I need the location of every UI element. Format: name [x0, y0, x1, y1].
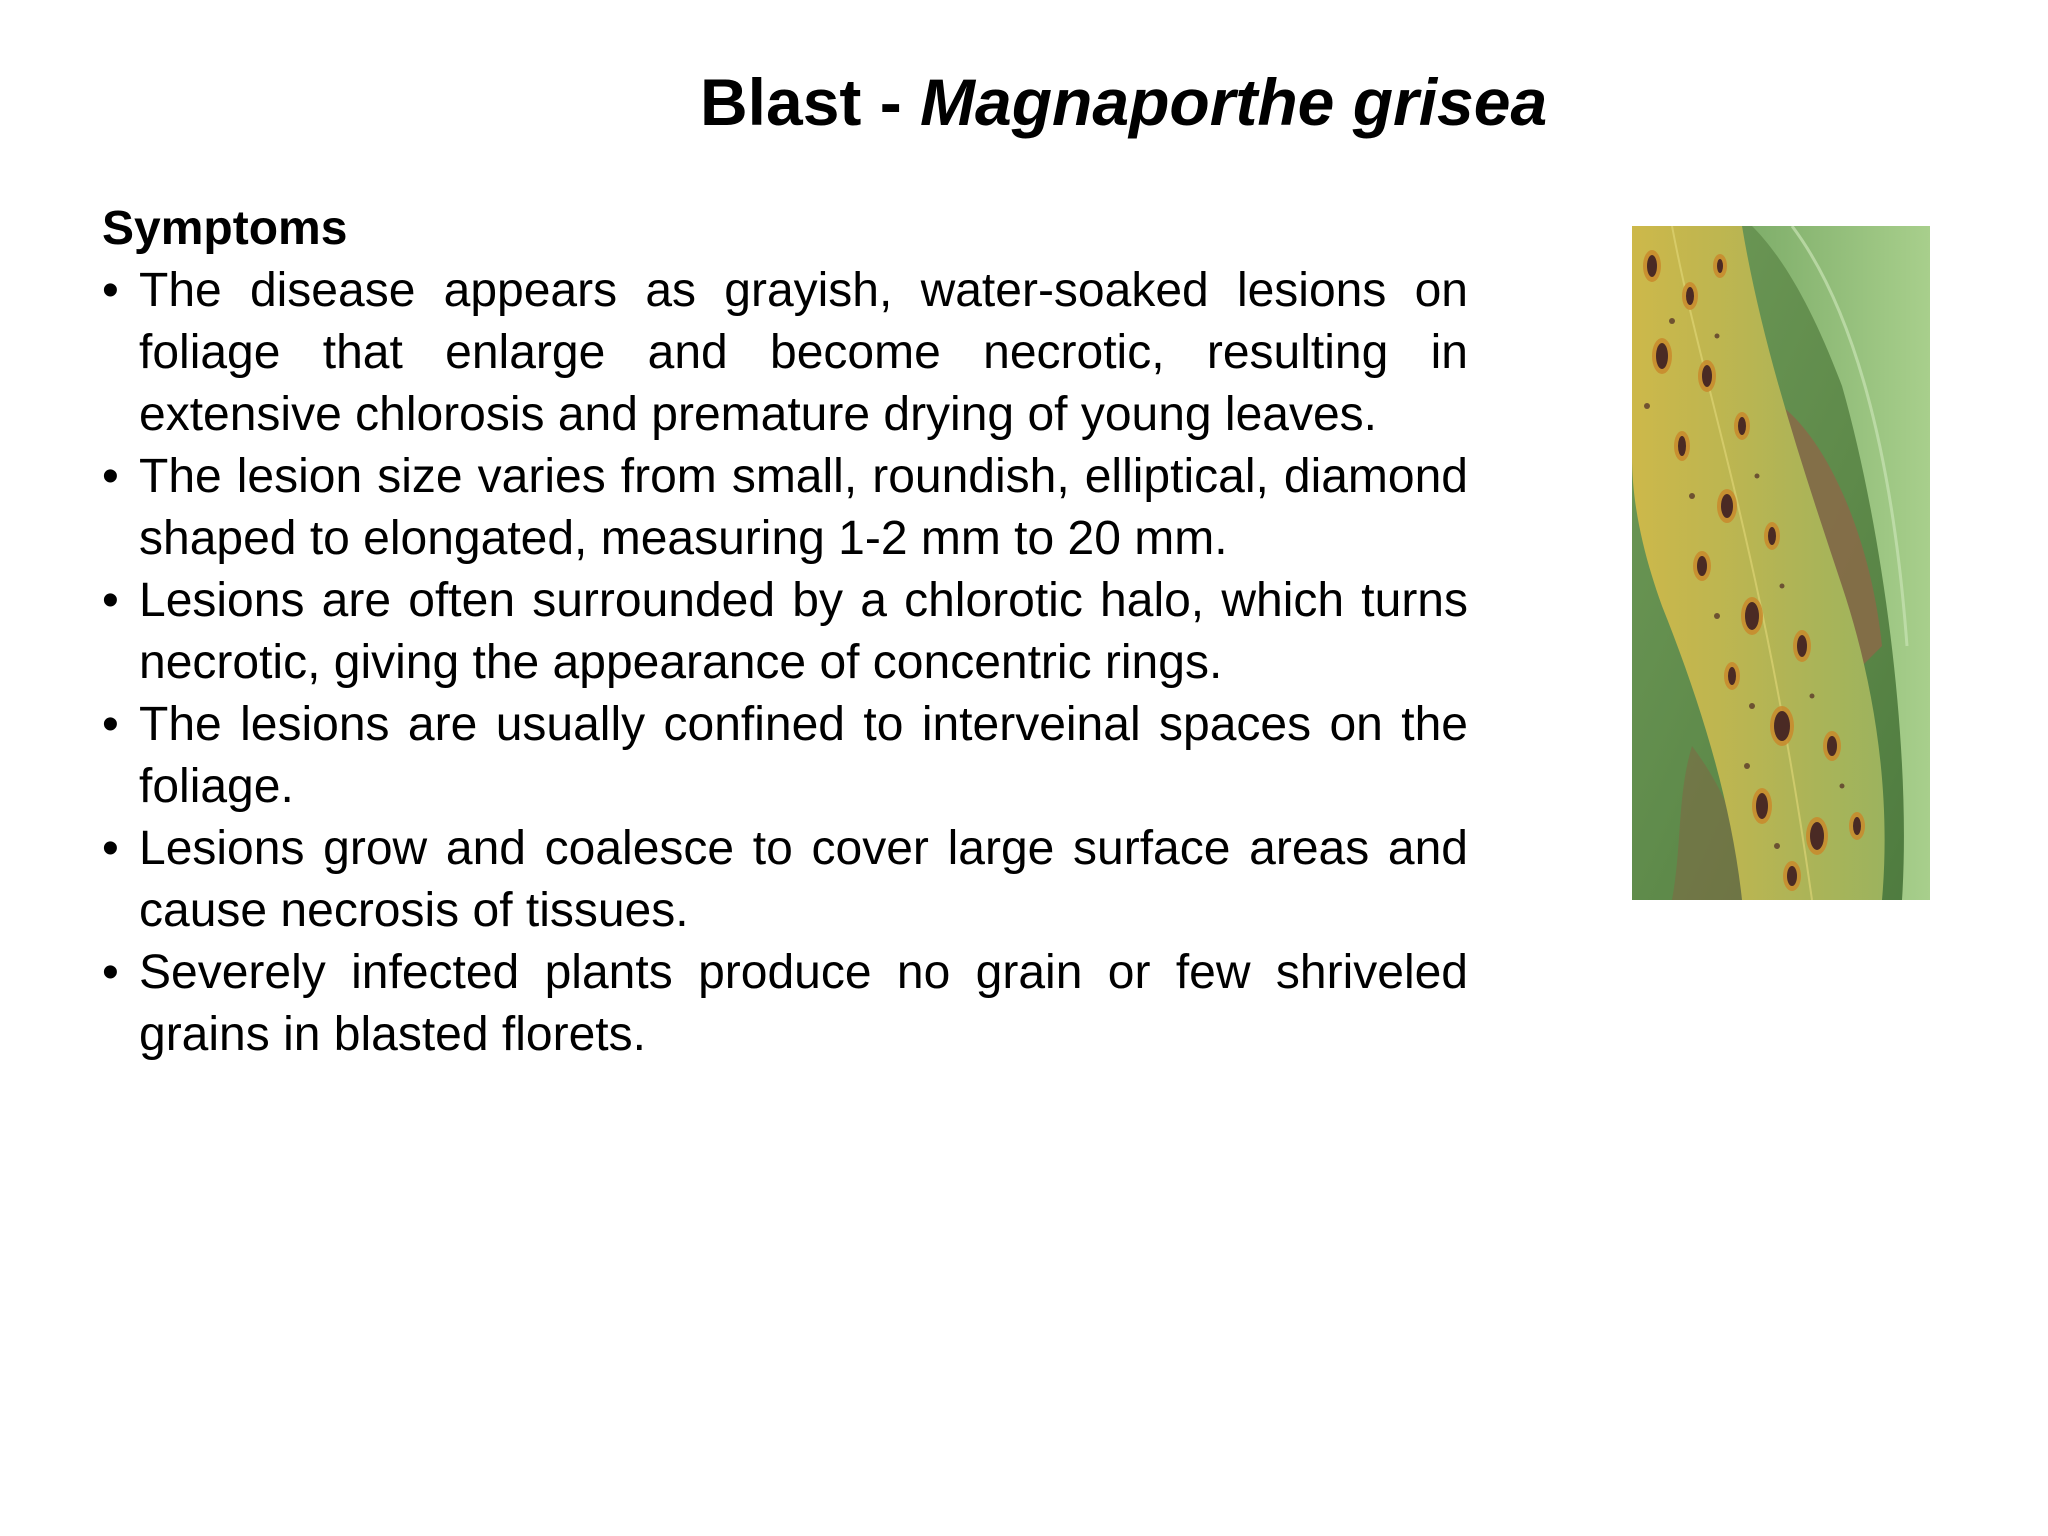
- title-prefix: Blast -: [700, 65, 921, 139]
- bullet-icon: •: [102, 946, 119, 999]
- symptoms-heading: Symptoms: [102, 202, 348, 255]
- bullet-text: The lesions are usually confined to interveinal spaces on the foliage.: [139, 698, 1468, 813]
- bullet-text: The lesion size varies from small, roundish, elliptical, diamond shaped to elongated, measuring 1-2 mm to 20 mm.: [139, 450, 1468, 565]
- list-item: [102, 694, 1468, 818]
- symptoms-section: [102, 198, 1468, 1066]
- bullet-icon: •: [102, 698, 119, 751]
- list-item: [102, 818, 1468, 942]
- bullet-icon: •: [102, 450, 119, 503]
- list-item: [102, 942, 1468, 1066]
- list-item: [102, 260, 1468, 446]
- infected-leaf-photo: [1632, 226, 1930, 900]
- bullet-text: The disease appears as grayish, water-soaked lesions on foliage that enlarge and become necrotic, resulting in extensive chlorosis and premature drying of young leaves.: [139, 264, 1468, 441]
- slide-title: [700, 62, 1700, 142]
- title-species: Magnaporthe grisea: [920, 65, 1548, 139]
- list-item: [102, 570, 1468, 694]
- symptoms-list: [102, 260, 1468, 1066]
- bullet-icon: •: [102, 574, 119, 627]
- bullet-icon: •: [102, 822, 119, 875]
- bullet-text: Lesions are often surrounded by a chlorotic halo, which turns necrotic, giving the appearance of concentric rings.: [139, 574, 1468, 689]
- list-item: [102, 446, 1468, 570]
- bullet-icon: •: [102, 264, 119, 317]
- bullet-text: Lesions grow and coalesce to cover large surface areas and cause necrosis of tissues.: [139, 822, 1468, 937]
- bullet-text: Severely infected plants produce no grain or few shriveled grains in blasted florets.: [139, 946, 1468, 1061]
